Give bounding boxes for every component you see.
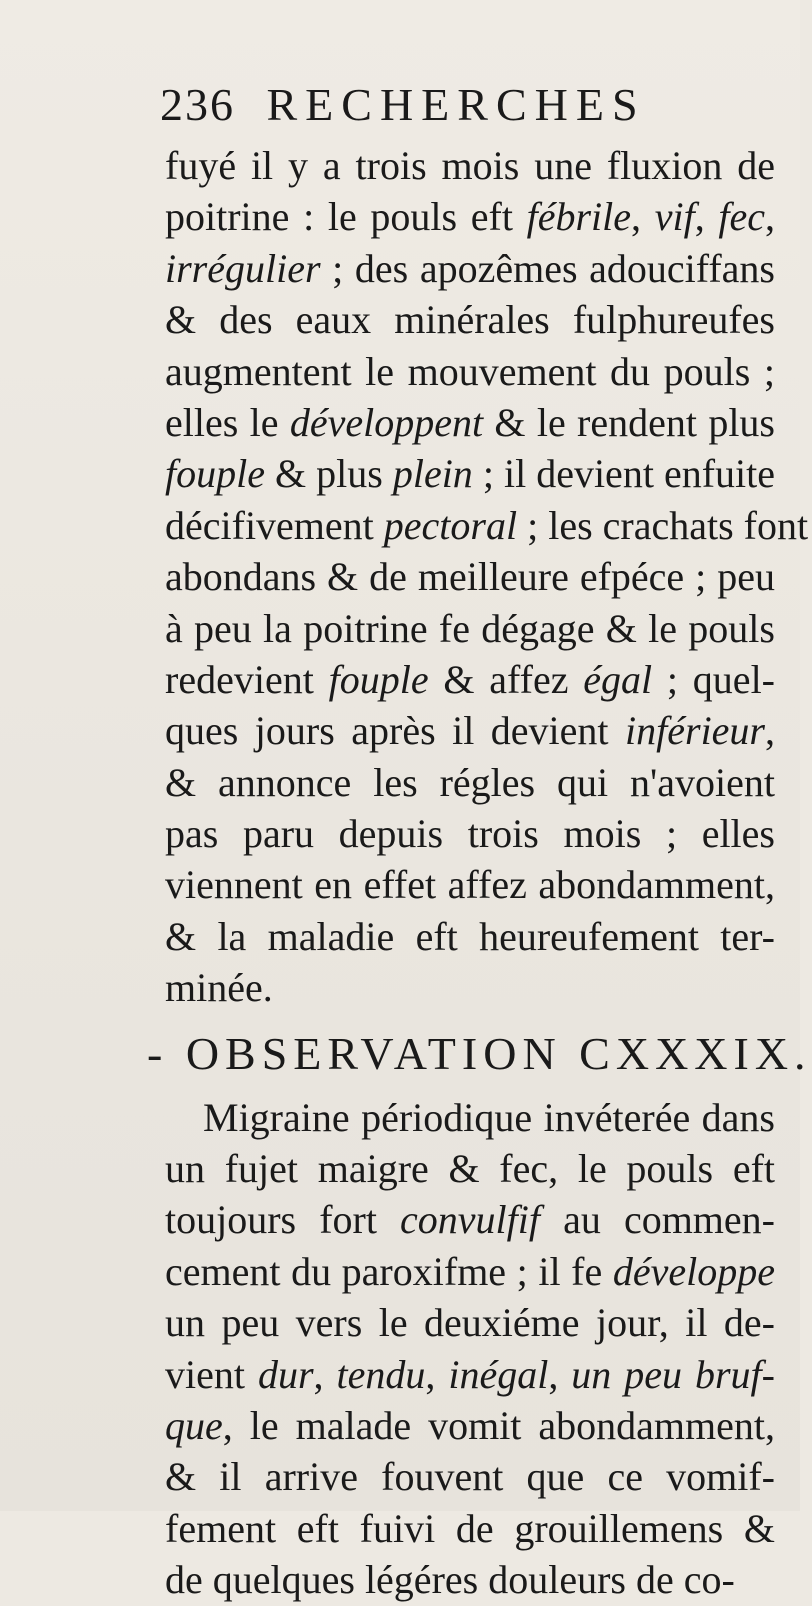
text-line [165,859,775,910]
text-run: au commen- [540,1197,775,1243]
text-line [165,654,775,705]
text-run: Migraine périodique invéterée dans [203,1094,775,1140]
paragraph-case-continuation [165,140,809,1014]
text-run: vient [165,1351,258,1397]
text-line [165,500,809,551]
text-line [165,757,775,808]
text-run: & des eaux minérales fulphureufes [165,297,775,343]
text-line [165,140,775,191]
text-run: ; quel- [652,656,775,702]
text-line [165,705,775,756]
text-run: augmentent le mouvement du pouls ; [165,348,775,394]
italic-text-run: fec [718,194,765,240]
text-line [165,1143,775,1194]
text-run: & annonce les régles qui n'avoient [165,759,775,805]
text-run: à peu la poitrine fe dégage & le pouls [165,605,775,651]
text-line [165,397,775,448]
italic-text-run: fébrile [526,194,632,240]
italic-text-run: développent [289,399,484,445]
italic-text-run: convulfif [400,1197,541,1243]
text-run: ; il devient enfuite [472,451,775,497]
text-run: toujours fort [165,1197,401,1243]
text-run: viennent en effet affez abondamment, [165,862,775,908]
italic-text-run: fouple [165,451,265,497]
page-number: 236 [160,79,235,130]
text-run: & le rendent plus [483,399,775,445]
text-run: ques jours après il devient [165,708,626,754]
italic-text-run: dur [257,1351,314,1397]
text-run: fuyé il y a trois mois une fluxion de [165,143,775,188]
text-line [165,1349,775,1400]
text-line [165,191,775,242]
text-run: elles le [165,399,290,445]
paragraph-observation [165,1092,775,1606]
text-run: ; les crachats font [517,502,809,548]
italic-text-run: que [165,1402,223,1448]
page-header [160,78,760,132]
text-run: , [425,1351,449,1397]
text-run: , [548,1351,572,1397]
text-run: un peu vers le deuxiéme jour, il de- [165,1300,775,1346]
text-line [165,243,775,294]
text-line [165,962,775,1013]
italic-text-run: plein [392,451,473,497]
text-run: , [765,708,775,754]
text-run: de quelques légéres douleurs de co- [165,1557,735,1603]
italic-text-run: fouple [328,656,429,702]
text-run: & la maladie eft heureufement ter- [165,913,775,959]
text-line [165,911,775,962]
text-run: & plus [264,451,393,497]
text-line [165,448,775,499]
text-run: cement du paroxifme ; il fe [165,1248,613,1294]
italic-text-run: tendu [336,1351,426,1397]
italic-text-run: développe [612,1248,775,1294]
text-run: fement eft fuivi de grouillemens & [165,1505,775,1551]
text-run: pas paru depuis trois mois ; elles [165,811,775,857]
text-run: & il arrive fouvent que ce vomif- [165,1454,775,1500]
text-line [165,1246,775,1297]
text-line [165,603,775,654]
text-run: poitrine : le pouls eft [165,194,527,240]
text-line [165,1297,775,1348]
text-run: , [313,1351,337,1397]
text-line [165,1400,775,1451]
text-line [165,808,775,859]
text-run: ; des apozêmes adouciffans [320,245,775,291]
running-title: RECHERCHES [266,79,646,130]
italic-text-run: égal [583,656,653,702]
italic-text-run: irrégulier [165,245,321,291]
text-run: abondans & de meilleure efpéce ; peu [165,554,775,600]
text-line [165,294,775,345]
italic-text-run: inégal [448,1351,549,1397]
text-line [165,346,775,397]
text-run: , [694,194,719,240]
text-run: minée. [165,965,273,1011]
observation-heading: - OBSERVATION CXXXIX. [147,1027,812,1079]
text-run: décifivement [165,502,384,548]
text-run: un fujet maigre & fec, le pouls eft [165,1146,775,1192]
italic-text-run: pectoral [383,502,518,548]
text-run: , [631,194,655,240]
italic-text-run: un peu bruf- [571,1351,775,1397]
text-line [165,1554,775,1605]
text-line [165,1451,775,1502]
text-run: , [765,194,775,240]
text-run: redevient [165,656,329,702]
text-line [165,1092,775,1143]
italic-text-run: vif [654,194,695,240]
text-line [165,1503,775,1554]
body-text [147,140,812,1606]
text-run: , le malade vomit abondamment, [222,1402,775,1448]
italic-text-run: inférieur [625,708,765,754]
text-line [165,1194,775,1245]
text-line [165,551,775,602]
text-run: & affez [428,656,584,702]
